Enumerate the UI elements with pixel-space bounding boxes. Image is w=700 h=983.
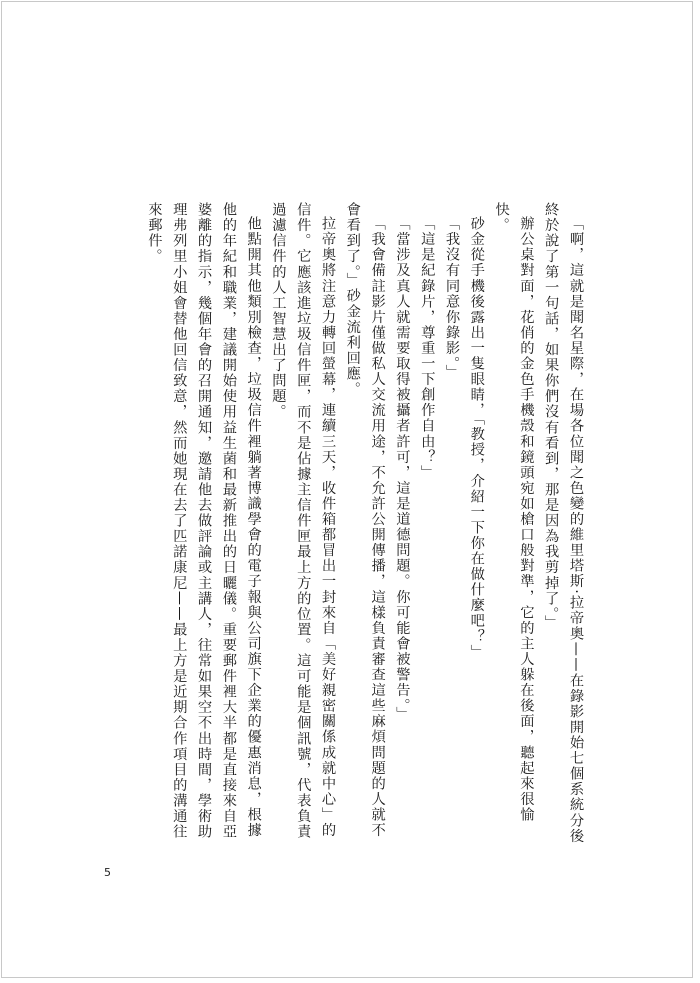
paragraph: 「啊，這就是聞名星際，在場各位聞之色變的維里塔斯·拉帝奧——在錄影開始七個系統分後終於說了第一句話，如果你們沒有看到，那是因為我剪掉了。」 [543,202,584,845]
paragraph: 他點開其他類別檢查，垃圾信件裡躺著博識學會的電子報與公司旗下企業的優惠消息，根據他的年紀和職業，建議開始使用益生菌和最新推出的日曬儀。重要郵件裡大半都是直接來自亞婆離的指示，幾個年會的召開通知，邀請他去做評論或主講人，往常如果空不出時間，學術助理弗列里小姐會替他回信致意，然而她現在去了匹諾康尼——最上方是近期合作項目的溝通往來郵件。 [146,202,262,840]
paragraph: 拉帝奧將注意力轉回螢幕，連續三天，收件箱都冒出一封來自「美好親密關係成就中心」的信件。它應該進垃圾信件匣，而不是佔據主信件匣最上方的位置。這可能是個訊號，代表負責過濾信件的人工智慧出了問題。 [270,202,337,840]
body-text [142,202,588,852]
paragraph: 「我會備註影片僅做私人交流用途，不允許公開傳播，這樣負責審查這些麻煩問題的人就不會看到了。」砂金流利回應。 [344,202,386,839]
paragraph: 「當涉及真人就需要取得被攝者許可，這是道德問題。你可能會被警告。」 [394,216,411,723]
page-number: 5 [104,866,111,879]
paragraph: 「這是紀錄片，尊重一下創作自由？」 [419,216,436,481]
paragraph: 砂金從手機後露出一隻眼睛，「教授，介紹一下你在做什麼吧？」 [468,216,485,661]
paragraph: 辦公桌對面，花俏的金色手機殼和鏡頭宛如槍口般對準，它的主人躲在後面，聽起來很愉快。 [493,202,535,823]
document-page [1,1,693,978]
paragraph: 「我沒有同意你錄影。」 [444,216,461,381]
